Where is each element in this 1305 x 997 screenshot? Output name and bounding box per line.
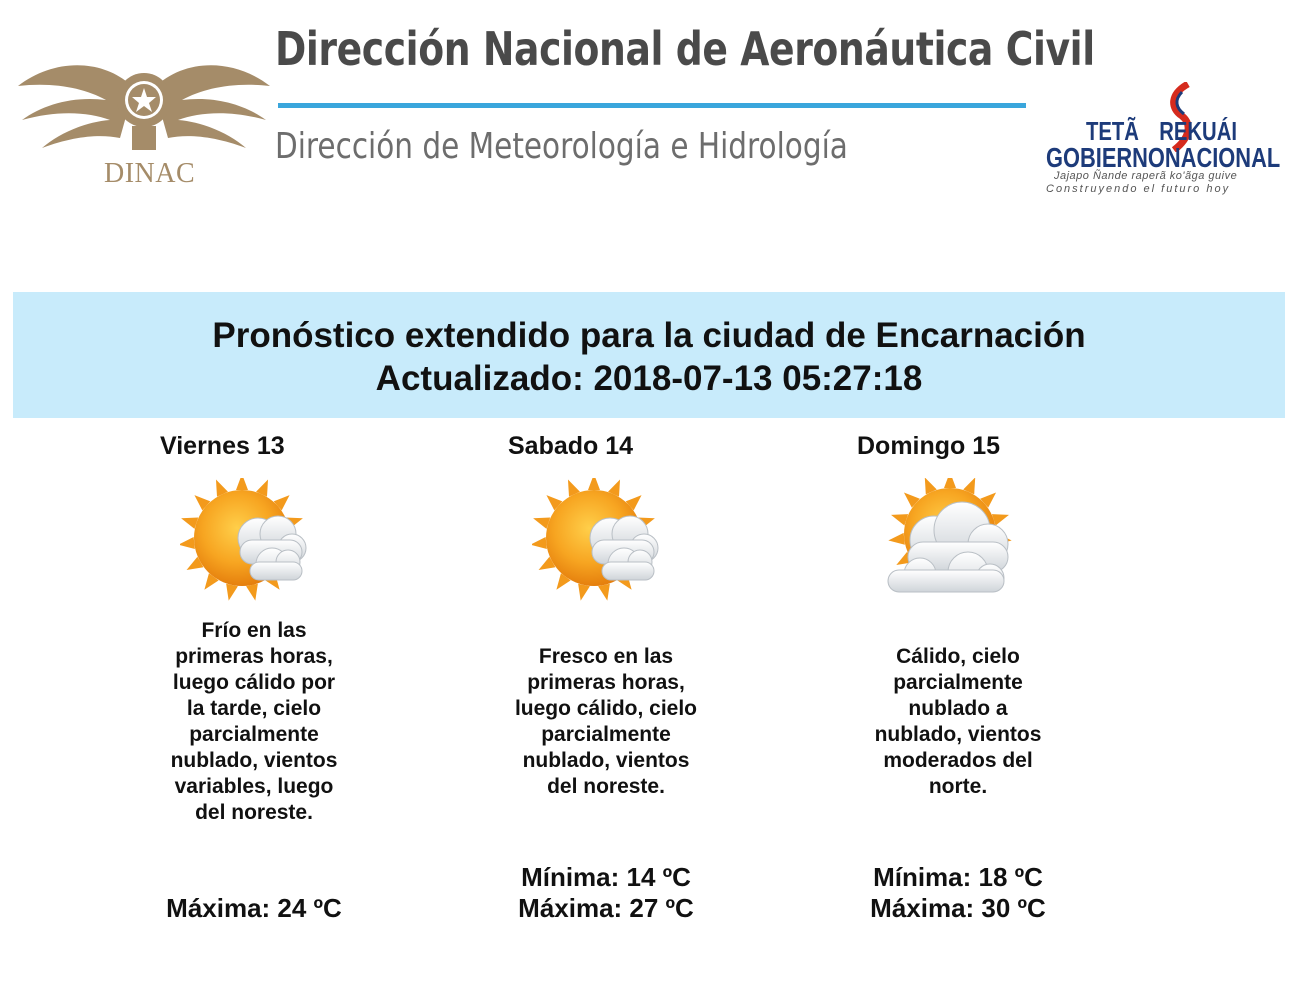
description-line: parcialmente — [189, 723, 319, 746]
gov-logo-word-1: TETÃ — [1086, 116, 1139, 146]
description-line: la tarde, cielo — [186, 697, 322, 720]
description-line: primeras horas, — [175, 645, 333, 668]
dinac-label: DINAC — [104, 158, 196, 189]
description-line: variables, luego — [174, 775, 334, 798]
day-name: Sabado 14 — [508, 432, 634, 460]
description-line: Cálido, cielo — [896, 645, 1020, 668]
temperature-max: Máxima: 30 ºC — [870, 893, 1046, 923]
forecast-day-2 — [476, 432, 736, 932]
updated-timestamp: Actualizado: 2018-07-13 05:27:18 — [375, 359, 923, 398]
description-line: Fresco en las — [538, 645, 674, 668]
mostly-cloudy-icon — [884, 478, 1024, 608]
forecast-description — [124, 618, 384, 826]
temperature-min: Mínima: 18 ºC — [873, 862, 1043, 892]
sun-cloud-icon — [532, 478, 672, 608]
gov-logo-tagline-guarani: Jajapo Ñande raperã ko'ãga guive — [1054, 170, 1238, 182]
gov-logo-word-4: NACIONAL — [1164, 142, 1281, 173]
description-line: moderados del — [883, 749, 1033, 772]
description-line: primeras horas, — [527, 671, 685, 694]
day-name: Viernes 13 — [160, 432, 285, 460]
title-divider — [278, 103, 1026, 108]
forecast-banner — [13, 292, 1285, 418]
description-line: luego cálido por — [172, 671, 336, 694]
forecast-title: Pronóstico extendido para la ciudad de Encarnación — [212, 316, 1086, 355]
description-line: norte. — [928, 775, 988, 798]
agency-title: Dirección Nacional de Aeronáutica Civil — [275, 22, 1095, 76]
forecast-description — [476, 644, 736, 800]
temperature-min: Mínima: 14 ºC — [521, 862, 691, 892]
agency-subtitle: Dirección de Meteorología e Hidrología — [275, 126, 848, 167]
gov-logo-word-3: GOBIERNO — [1046, 142, 1165, 173]
page-header — [0, 0, 1305, 210]
gov-logo-word-2: REKUÁI — [1159, 116, 1237, 146]
day-name: Domingo 15 — [857, 432, 1001, 460]
forecast-day-3 — [828, 432, 1088, 932]
sun-cloud-icon — [180, 478, 320, 608]
description-line: Frío en las — [201, 619, 307, 642]
description-line: nublado a — [908, 697, 1008, 720]
temperature-max: Máxima: 24 ºC — [166, 893, 342, 923]
temperature-max: Máxima: 27 ºC — [518, 893, 694, 923]
description-line: luego cálido, cielo — [514, 697, 698, 720]
forecast-description — [828, 644, 1088, 800]
description-line: del noreste. — [547, 775, 665, 798]
description-line: del noreste. — [195, 801, 313, 824]
description-line: parcialmente — [541, 723, 671, 746]
gov-logo-tagline-spanish: Construyendo el futuro hoy — [1046, 183, 1231, 195]
description-line: nublado, vientos — [874, 723, 1042, 746]
description-line: nublado, vientos — [170, 749, 338, 772]
forecast-day-1 — [124, 432, 384, 932]
gobierno-nacional-logo — [1040, 82, 1280, 202]
description-line: parcialmente — [893, 671, 1023, 694]
description-line: nublado, vientos — [522, 749, 690, 772]
